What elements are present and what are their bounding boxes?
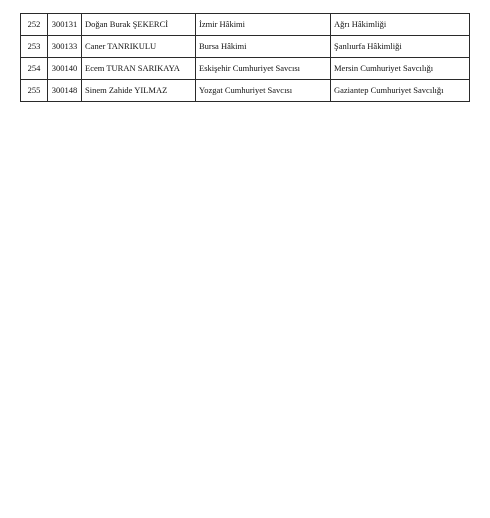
current-position-cell: Eskişehir Cumhuriyet Savcısı [196, 58, 331, 80]
current-position-cell: Yozgat Cumhuriyet Savcısı [196, 80, 331, 102]
full-name-cell: Ecem TURAN SARIKAYA [82, 58, 196, 80]
row-number-cell: 252 [21, 14, 48, 36]
table-row [21, 36, 470, 58]
new-position-cell: Gaziantep Cumhuriyet Savcılığı [331, 80, 470, 102]
registry-number-cell: 300131 [48, 14, 82, 36]
full-name-cell: Sinem Zahide YILMAZ [82, 80, 196, 102]
full-name-cell: Caner TANRIKULU [82, 36, 196, 58]
new-position-cell: Şanlıurfa Hâkimliği [331, 36, 470, 58]
table-row [21, 58, 470, 80]
appointments-table [20, 13, 470, 102]
current-position-cell: Bursa Hâkimi [196, 36, 331, 58]
registry-number-cell: 300140 [48, 58, 82, 80]
table-row [21, 80, 470, 102]
table-row [21, 14, 470, 36]
current-position-cell: İzmir Hâkimi [196, 14, 331, 36]
new-position-cell: Mersin Cumhuriyet Savcılığı [331, 58, 470, 80]
full-name-cell: Doğan Burak ŞEKERCİ [82, 14, 196, 36]
registry-number-cell: 300148 [48, 80, 82, 102]
row-number-cell: 255 [21, 80, 48, 102]
row-number-cell: 254 [21, 58, 48, 80]
row-number-cell: 253 [21, 36, 48, 58]
new-position-cell: Ağrı Hâkimliği [331, 14, 470, 36]
registry-number-cell: 300133 [48, 36, 82, 58]
